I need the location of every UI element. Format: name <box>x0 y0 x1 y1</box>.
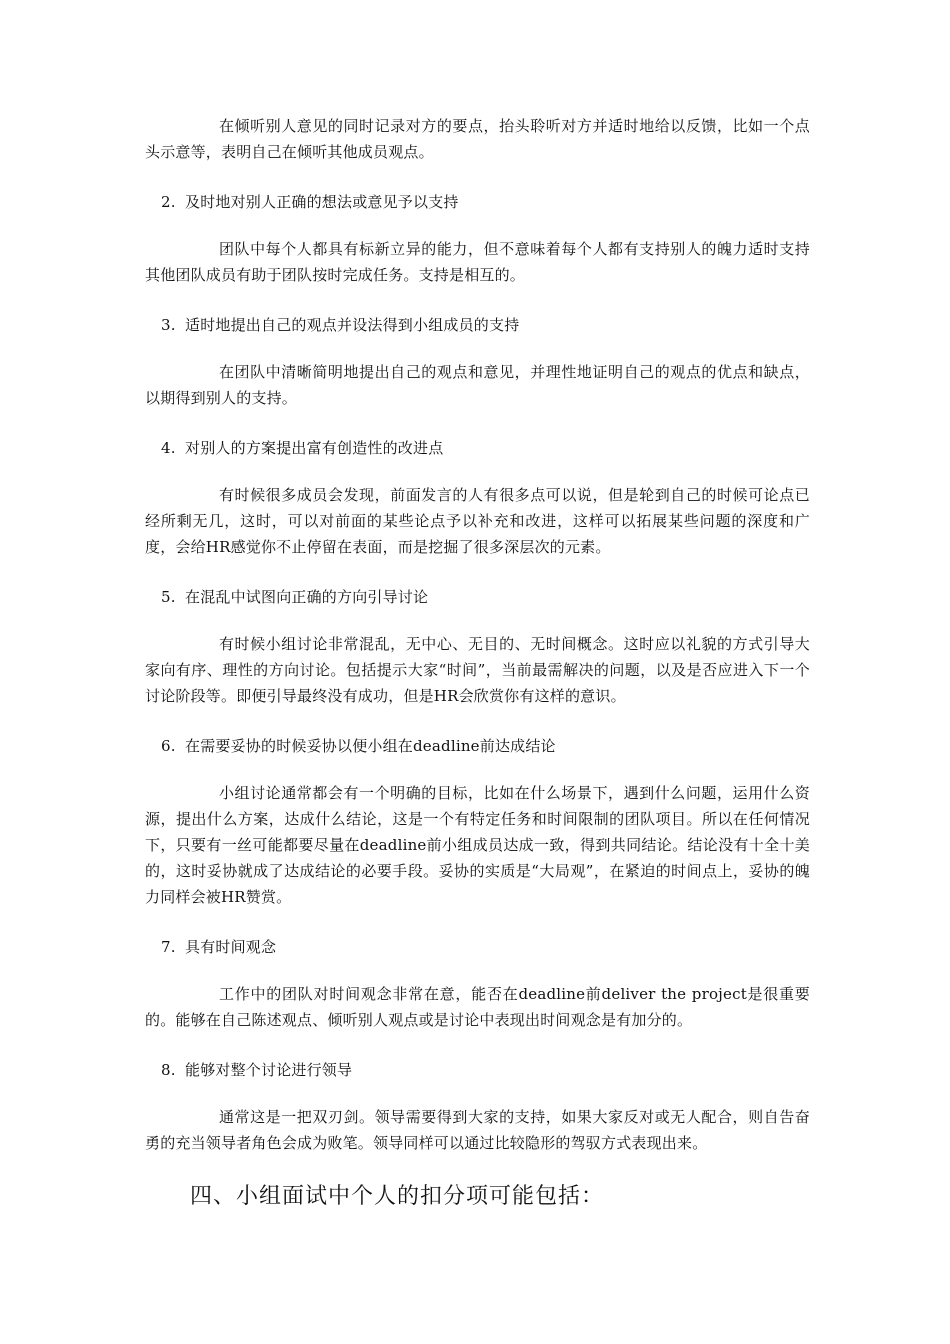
intro-paragraph: 在倾听别人意见的同时记录对方的要点，抬头聆听对方并适时地给以反馈，比如一个点头示意等，表明自己在倾听其他成员观点。 <box>145 117 810 161</box>
item-paragraph-7: 工作中的团队对时间观念非常在意，能否在deadline前deliver the project是很重要的。能够在自己陈述观点、倾听别人观点或是讨论中表现出时间观念是有加分的。 <box>145 985 810 1029</box>
item-heading-7 <box>161 934 810 960</box>
document-body <box>145 113 810 1212</box>
item-number: 4. <box>161 439 176 457</box>
item-number: 7. <box>161 938 176 956</box>
item-paragraph-5: 有时候小组讨论非常混乱，无中心、无目的、无时间概念。这时应以礼貌的方式引导大家向有序、理性的方向讨论。包括提示大家“时间”，当前最需解决的问题，以及是否应进入下一个讨论阶段等。即便引导最终没有成功，但是HR会欣赏你有这样的意识。 <box>145 635 810 705</box>
item-heading-text: 适时地提出自己的观点并设法得到小组成员的支持 <box>185 316 520 334</box>
item-heading-text: 对别人的方案提出富有创造性的改进点 <box>185 439 444 457</box>
item-heading-text: 具有时间观念 <box>185 938 277 956</box>
item-heading-8 <box>161 1057 810 1083</box>
section-title: 四、小组面试中个人的扣分项可能包括： <box>190 1184 605 1209</box>
item-paragraph-8: 通常这是一把双刃剑。领导需要得到大家的支持，如果大家反对或无人配合，则自告奋勇的充当领导者角色会成为败笔。领导同样可以通过比较隐形的驾驭方式表现出来。 <box>145 1108 810 1152</box>
item-paragraph-6: 小组讨论通常都会有一个明确的目标，比如在什么场景下，遇到什么问题，运用什么资源，提出什么方案，达成什么结论，这是一个有特定任务和时间限制的团队项目。所以在任何情况下，只要有一丝可能都要尽量在deadline前小组成员达成一致，得到共同结论。结论没有十全十美的，这时妥协就成了达成结论的必要手段。妥协的实质是“大局观”，在紧迫的时间点上，妥协的魄力同样会被HR赞赏。 <box>145 784 810 906</box>
item-heading-text: 在需要妥协的时候妥协以便小组在deadline前达成结论 <box>185 737 556 755</box>
item-paragraph-4: 有时候很多成员会发现，前面发言的人有很多点可以说，但是轮到自己的时候可论点已经所剩无几，这时，可以对前面的某些论点予以补充和改进，这样可以拓展某些问题的深度和广度，会给HR感觉你不止停留在表面，而是挖掘了很多深层次的元素。 <box>145 486 810 556</box>
item-number: 3. <box>161 316 176 334</box>
item-heading-5 <box>161 584 810 610</box>
item-number: 6. <box>161 737 176 755</box>
item-paragraph-2: 团队中每个人都具有标新立异的能力，但不意味着每个人都有支持别人的魄力适时支持其他团队成员有助于团队按时完成任务。支持是相互的。 <box>145 240 810 284</box>
item-heading-3 <box>161 312 810 338</box>
item-paragraph-3: 在团队中清晰简明地提出自己的观点和意见，并理性地证明自己的观点的优点和缺点，以期得到别人的支持。 <box>145 363 810 407</box>
item-heading-2 <box>161 189 810 215</box>
item-number: 2. <box>161 193 176 211</box>
item-heading-6 <box>161 733 810 759</box>
item-number: 8. <box>161 1061 176 1079</box>
item-heading-text: 及时地对别人正确的想法或意见予以支持 <box>185 193 459 211</box>
item-number: 5. <box>161 588 176 606</box>
item-heading-text: 在混乱中试图向正确的方向引导讨论 <box>185 588 429 606</box>
item-heading-text: 能够对整个讨论进行领导 <box>185 1061 353 1079</box>
item-heading-4 <box>161 435 810 461</box>
